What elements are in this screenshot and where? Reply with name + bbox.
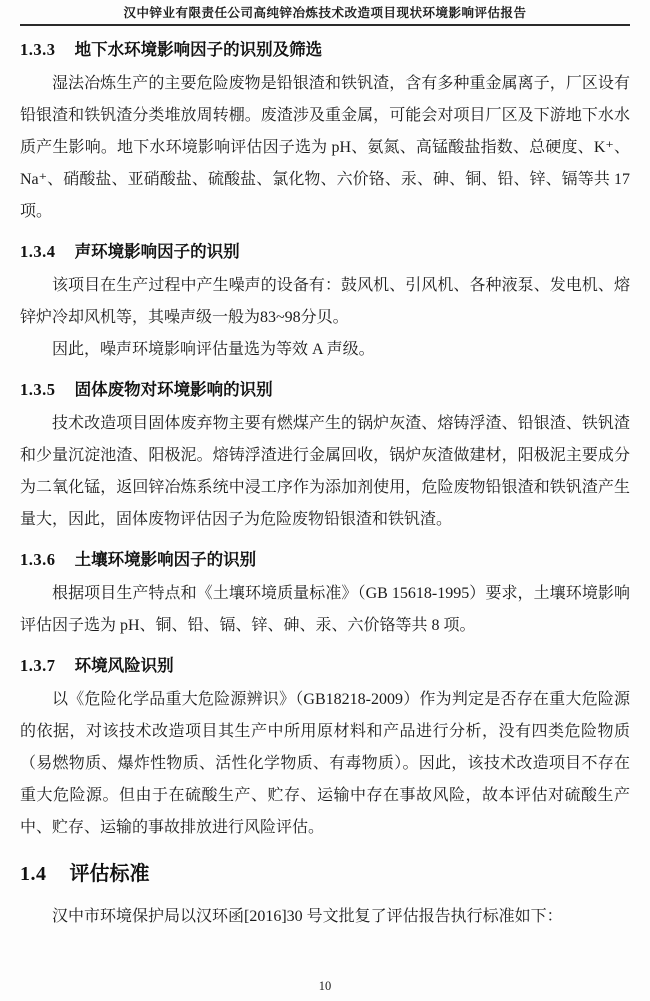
paragraph: 该项目在生产过程中产生噪声的设备有：鼓风机、引风机、各种液泵、发电机、熔锌炉冷却风机等，其噪声级一般为83~98分贝。 [20,277,630,326]
paragraph: 汉中市环境保护局以汉环函[2016]30 号文批复了评估报告执行标准如下： [52,908,563,925]
section-heading [20,861,630,887]
section-heading [20,242,630,262]
section-title: 固体废物对环境影响的识别 [74,380,273,399]
paragraph: 技术改造项目固体废弃物主要有燃煤产生的锅炉灰渣、熔铸浮渣、铅银渣、铁钒渣和少量沉淀池渣、阳极泥。熔铸浮渣进行金属回收，锅炉灰渣做建材，阳极泥主要成分为二氧化锰，返回锌冶炼系统中浸工序作为添加剂使用，危险废物铅银渣和铁钒渣产生量大，因此，固体废物评估因子为危险废物铅银渣和铁钒渣。 [20,415,630,528]
section-heading [20,656,630,676]
section-noise-factors [20,242,630,366]
report-header-title: 汉中锌业有限责任公司高纯锌冶炼技术改造项目现状环境影响评估报告 [123,6,527,20]
section-number: 1.3.3 [20,40,56,59]
section-title: 土壤环境影响因子的识别 [74,550,257,569]
header-divider [20,24,630,26]
section-heading [20,40,630,60]
section-heading [20,380,630,400]
section-number: 1.3.7 [20,656,56,675]
section-assessment-standards [20,861,630,933]
section-number: 1.4 [20,863,47,885]
section-solid-waste-factors [20,380,630,536]
page-number: 10 [318,979,332,993]
section-number: 1.3.4 [20,242,56,261]
document-body [20,40,630,933]
paragraph: 因此，噪声环境影响评估量选为等效 A 声级。 [52,341,375,358]
section-title: 声环境影响因子的识别 [74,242,240,261]
section-title: 地下水环境影响因子的识别及筛选 [74,40,323,59]
section-heading [20,550,630,570]
paragraph: 湿法冶炼生产的主要危险废物是铅银渣和铁钒渣，含有多种重金属离子，厂区设有铅银渣和铁钒渣分类堆放周转棚。废渣涉及重金属，可能会对项目厂区及下游地下水水质产生影响。地下水环境影响评估因子选为 pH、氨氮、高锰酸盐指数、总硬度、K⁺、Na⁺、硝酸盐、亚硝酸盐、硫酸盐、氯化物、六价铬、汞、砷、铜、铅、锌、镉等共 17 项。 [20,75,630,220]
section-title: 环境风险识别 [74,656,174,675]
paragraph: 根据项目生产特点和《土壤环境质量标准》（GB 15618-1995）要求，土壤环境影响评估因子选为 pH、铜、铅、镉、锌、砷、汞、六价铬等共 8 项。 [20,585,630,634]
section-groundwater-factors [20,40,630,228]
section-number: 1.3.5 [20,380,56,399]
section-title: 评估标准 [69,863,150,885]
section-soil-factors [20,550,630,642]
section-number: 1.3.6 [20,550,56,569]
section-environmental-risk [20,656,630,844]
page-header [20,5,630,26]
paragraph: 以《危险化学品重大危险源辨识》（GB18218-2009）作为判定是否存在重大危险源的依据，对该技术改造项目其生产中所用原材料和产品进行分析，没有四类危险物质（易燃物质、爆炸性物质、活性化学物质、有毒物质）。因此，该技术改造项目不存在重大危险源。但由于在硫酸生产、贮存、运输中存在事故风险，故本评估对硫酸生产中、贮存、运输的事故排放进行风险评估。 [20,691,630,836]
